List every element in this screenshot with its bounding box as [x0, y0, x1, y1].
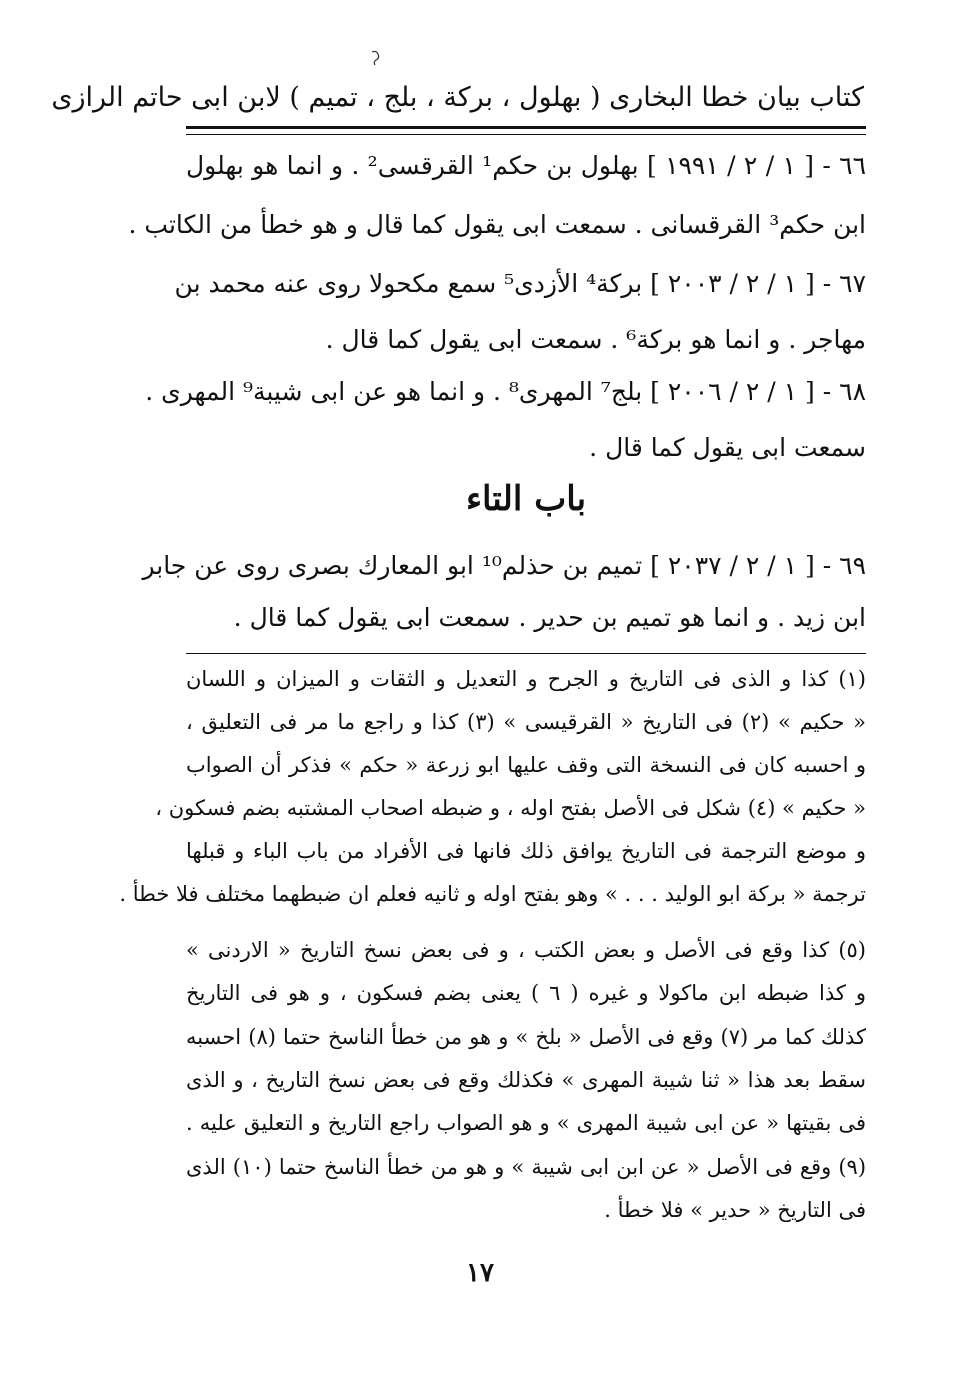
footnote-line: كذلك كما مر (٧) وقع فى الأصل « بلخ » و هو من خطأ الناسخ حتما (٨) احسبه — [186, 1025, 866, 1049]
ink-mark-icon — [370, 50, 382, 66]
section-title: باب التاء — [465, 479, 587, 519]
footnote-line: ترجمة « بركة ابو الوليد . . . » وهو بفتح اوله و ثانيه فعلم ان ضبطهما مختلف فلا خطأ . — [119, 882, 866, 906]
running-header: كتاب بيان خطا البخارى ( بهلول ، بركة ، بلج ، تميم ) لابن ابى حاتم الرازى — [51, 82, 864, 113]
footnote-line: « حكيم » (٤) شكل فى الأصل بفتح اوله ، و ضبطه اصحاب المشتبه بضم فسكون ، — [155, 796, 866, 820]
header-rule-thick — [186, 126, 866, 129]
footnote-line: سقط بعد هذا « ثنا شيبة المهرى » فكذلك وقع فى بعض نسخ التاريخ ، و الذى — [186, 1068, 866, 1092]
footnote-line: (١) كذا و الذى فى التاريخ و الجرح و التعديل و الثقات و الميزان و اللسان — [186, 667, 866, 691]
entry-68-line-2: سمعت ابى يقول كما قال . — [589, 433, 866, 462]
footnote-line: « حكيم » (٢) فى التاريخ « القرقيسى » (٣) كذا و راجع ما مر فى التعليق ، — [186, 710, 867, 734]
footnote-line: و احسبه كان فى النسخة التى وقف عليها ابو زرعة « حكم » فذكر أن الصواب — [186, 753, 866, 777]
entry-67-line-2: مهاجر . و انما هو بركة⁶ . سمعت ابى يقول كما قال . — [325, 325, 866, 354]
footnote-line: و موضع الترجمة فى التاريخ يوافق ذلك فانها فى الأفراد من باب الباء و قبلها — [186, 839, 866, 863]
entry-69-line-2: ابن زيد . و انما هو تميم بن حدير . سمعت ابى يقول كما قال . — [233, 603, 866, 632]
footnote-line: (٥) كذا وقع فى الأصل و بعض الكتب ، و فى بعض نسخ التاريخ « الاردنى » — [186, 938, 866, 962]
entry-66-line-1: ٦٦ - [ ١ / ٢ / ١٩٩١ ] بهلول بن حكم¹ القرقسى² . و انما هو بهلول — [186, 151, 867, 180]
footnote-line: و كذا ضبطه ابن ماكولا و غيره ( ٦ ) يعنى بضم فسكون ، و هو فى التاريخ — [186, 981, 866, 1005]
entry-66-line-2: ابن حكم³ القرقسانى . سمعت ابى يقول كما قال و هو خطأ من الكاتب . — [128, 210, 866, 239]
footnote-divider — [186, 653, 866, 654]
entry-67-line-1: ٦٧ - [ ١ / ٢ / ٢٠٠٣ ] بركة⁴ الأزدى⁵ سمع مكحولا روى عنه محمد بن — [174, 269, 866, 298]
entry-69-line-1: ٦٩ - [ ١ / ٢ / ٢٠٣٧ ] تميم بن حذلم¹⁰ ابو المعارك بصرى روى عن جابر — [142, 551, 866, 580]
footnote-line: فى بقيتها « عن ابى شيبة المهرى » و هو الصواب راجع التاريخ و التعليق عليه . — [186, 1111, 866, 1135]
footnote-line: (٩) وقع فى الأصل « عن ابن ابى شيبة » و هو من خطأ الناسخ حتما (١٠) الذى — [186, 1155, 867, 1179]
header-rule-thin — [186, 134, 866, 135]
footnote-line: فى التاريخ « حدير » فلا خطأ . — [604, 1198, 866, 1222]
entry-68-line-1: ٦٨ - [ ١ / ٢ / ٢٠٠٦ ] بلج⁷ المهرى⁸ . و انما هو عن ابى شيبة⁹ المهرى . — [145, 377, 866, 406]
page-number: ١٧ — [466, 1258, 494, 1288]
